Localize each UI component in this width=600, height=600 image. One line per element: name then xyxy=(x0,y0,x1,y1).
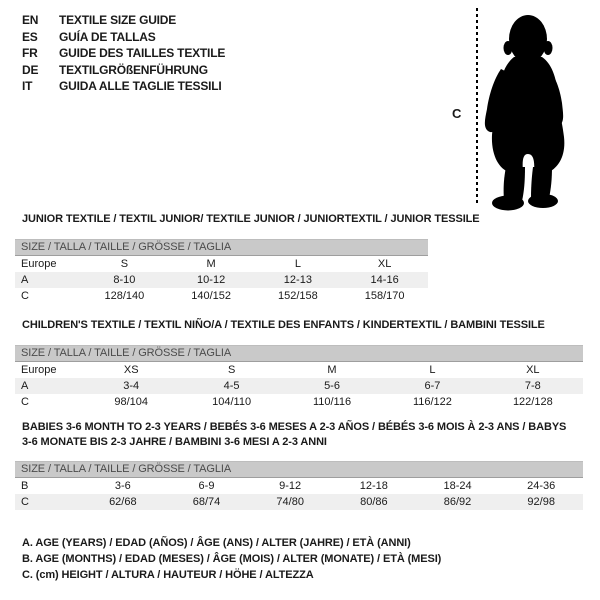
row-label: C xyxy=(21,290,29,302)
table-row xyxy=(15,394,583,410)
size-cell: S xyxy=(120,258,129,270)
language-list xyxy=(22,12,225,95)
language-code: FR xyxy=(22,46,38,60)
row-label: A xyxy=(21,380,29,392)
size-cell: 24-36 xyxy=(527,480,556,492)
language-label: GUÍA DE TALLAS xyxy=(59,29,156,44)
table-title-children: CHILDREN'S TEXTILE / TEXTIL NIÑO/A / TEXTILE DES ENFANTS / KINDERTEXTIL / BAMBINI TESSILE xyxy=(22,319,545,331)
size-cell: 92/98 xyxy=(527,496,555,508)
language-label: GUIDA ALLE TAGLIE TESSILI xyxy=(59,79,222,93)
size-cell: 98/104 xyxy=(114,396,149,408)
size-cell: XL xyxy=(526,364,540,376)
size-cell: XL xyxy=(377,258,392,270)
size-cell: 74/80 xyxy=(276,496,304,508)
footnotes xyxy=(22,535,441,583)
table-row xyxy=(15,362,583,378)
size-header-bar: SIZE / TALLA / TAILLE / GRÖSSE / TAGLIA xyxy=(15,345,583,362)
size-header-bar: SIZE / TALLA / TAILLE / GRÖSSE / TAGLIA xyxy=(15,461,583,478)
toddler-silhouette-icon xyxy=(481,7,577,212)
language-label: GUIDE DES TAILLES TEXTILE xyxy=(59,46,226,60)
size-header-bar: SIZE / TALLA / TAILLE / GRÖSSE / TAGLIA xyxy=(15,239,428,256)
size-cell: 14-16 xyxy=(370,274,399,286)
size-cell: 104/110 xyxy=(212,396,252,408)
table-row xyxy=(15,494,583,510)
size-cell: 128/140 xyxy=(104,290,145,302)
language-code: ES xyxy=(22,29,38,44)
size-cell: 116/122 xyxy=(412,396,452,408)
row-label: A xyxy=(21,274,29,286)
size-cell: 5-6 xyxy=(324,380,340,392)
row-label: C xyxy=(21,496,29,508)
size-cell: M xyxy=(327,364,337,376)
row-label: Europe xyxy=(21,258,57,270)
size-cell: 62/68 xyxy=(109,496,137,508)
language-row xyxy=(22,12,225,29)
footnote-line: C. (cm) HEIGHT / ALTURA / HAUTEUR / HÖHE / ALTEZZA xyxy=(22,569,314,581)
table-row xyxy=(15,378,583,394)
size-cell: 3-4 xyxy=(123,380,140,392)
table-row xyxy=(15,288,428,304)
size-cell: 6-9 xyxy=(198,480,215,492)
language-row xyxy=(22,78,225,95)
size-cell: 6-7 xyxy=(424,380,441,392)
size-cell: 8-10 xyxy=(113,274,136,286)
language-code: IT xyxy=(22,79,33,93)
language-label: TEXTILE SIZE GUIDE xyxy=(59,13,177,27)
size-cell: 86/92 xyxy=(443,496,472,508)
table-row xyxy=(15,256,428,272)
size-cell: XS xyxy=(123,364,139,376)
size-cell: 7-8 xyxy=(524,380,541,392)
language-code: DE xyxy=(22,62,39,77)
footnote-line: A. AGE (YEARS) / EDAD (AÑOS) / ÂGE (ANS) / ALTER (JAHRE) / ETÀ (ANNI) xyxy=(22,537,411,549)
figure-height-label: C xyxy=(452,106,462,121)
size-cell: 80/86 xyxy=(360,496,388,508)
language-code: EN xyxy=(22,13,39,27)
size-cell: 152/158 xyxy=(277,290,318,302)
row-label: B xyxy=(21,480,29,492)
language-row xyxy=(22,62,225,79)
size-cell: M xyxy=(206,258,216,270)
table-row xyxy=(15,272,428,288)
size-cell: 12-18 xyxy=(359,480,388,492)
size-guide-table-junior xyxy=(15,239,428,304)
language-row xyxy=(22,29,225,46)
size-cell: 122/128 xyxy=(512,396,553,408)
table-title-junior: JUNIOR TEXTILE / TEXTIL JUNIOR/ TEXTILE JUNIOR / JUNIORTEXTIL / JUNIOR TESSILE xyxy=(22,213,480,225)
size-cell: 18-24 xyxy=(443,480,472,492)
size-cell: 10-12 xyxy=(197,274,226,286)
size-cell: 158/170 xyxy=(364,290,405,302)
size-cell: 9-12 xyxy=(279,480,302,492)
size-cell: L xyxy=(294,258,301,270)
size-cell: 3-6 xyxy=(114,480,131,492)
size-cell: 140/152 xyxy=(191,290,231,302)
footnote-line: B. AGE (MONTHS) / EDAD (MESES) / ÂGE (MOIS) / ALTER (MONATE) / ETÀ (MESI) xyxy=(22,553,442,565)
size-cell: 4-5 xyxy=(223,380,240,392)
row-label: Europe xyxy=(21,364,57,376)
size-cell: 12-13 xyxy=(283,274,312,286)
size-guide-table-babies xyxy=(15,461,583,510)
height-measure-dashed-line xyxy=(476,8,478,206)
size-cell: 110/116 xyxy=(312,396,352,408)
size-cell: L xyxy=(429,364,436,376)
row-label: C xyxy=(21,396,29,408)
size-guide-table-children xyxy=(15,345,583,410)
table-title-babies: BABIES 3-6 MONTH TO 2-3 YEARS / BEBÉS 3-6 MESES A 2-3 AÑOS / BÉBÉS 3-6 MOIS À 2-3 ANS / BABYS 3-6 MONATE BIS 2-3 JAHRE / BAMBINI 3-6 MESI A 2-3 ANNI xyxy=(22,421,567,448)
size-cell: S xyxy=(227,364,236,376)
size-cell: 68/74 xyxy=(192,496,221,508)
table-row xyxy=(15,478,583,494)
language-row xyxy=(22,45,225,62)
language-label: TEXTILGRÖßENFÜHRUNG xyxy=(59,62,208,77)
